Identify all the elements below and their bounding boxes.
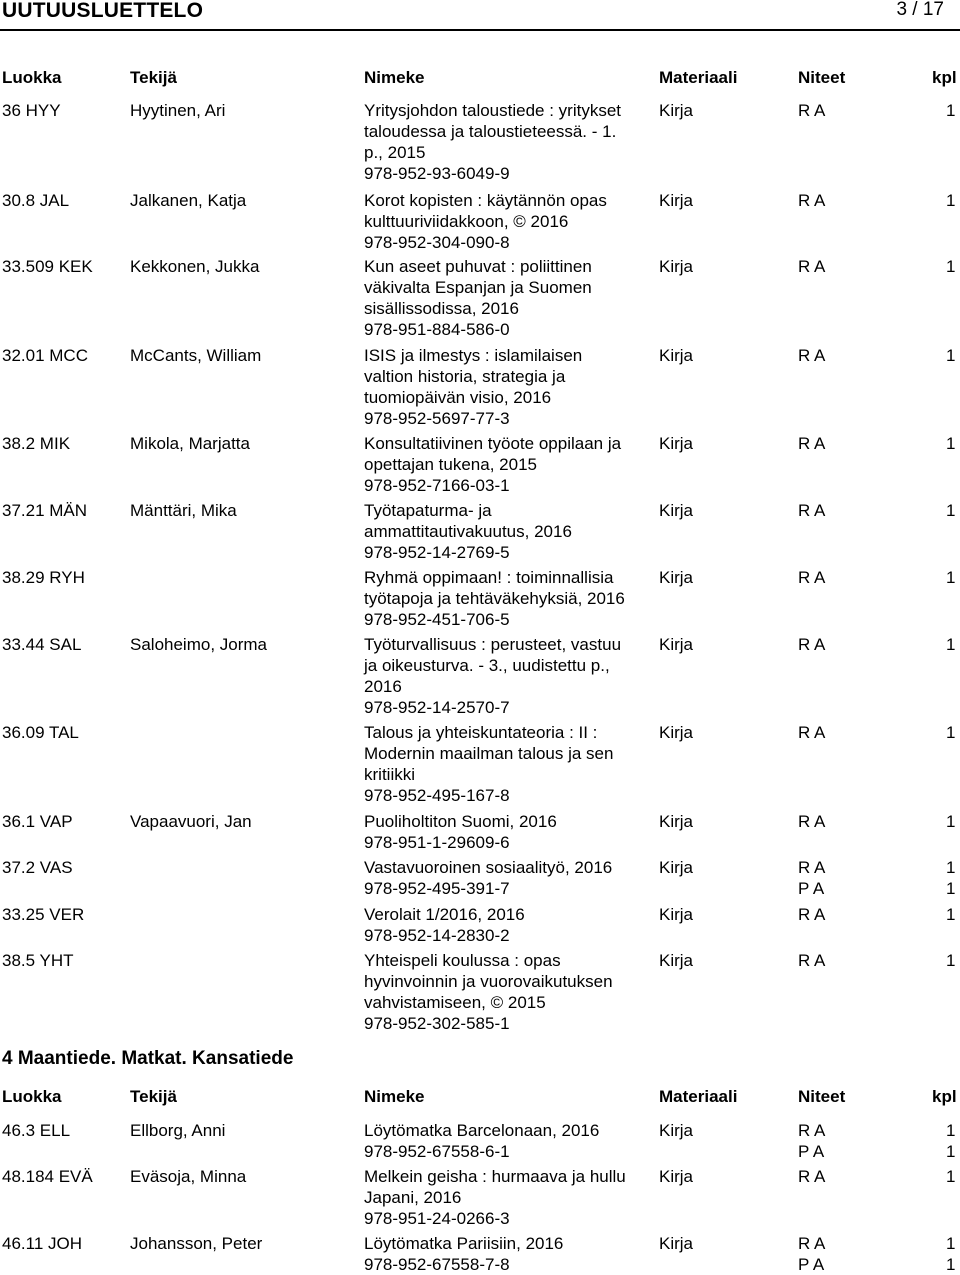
cell-kpl-line: 1 [946, 1255, 956, 1274]
cell-nimeke-line: 978-952-495-391-7 [364, 879, 510, 898]
cell-nimeke [364, 904, 652, 946]
cell-nimeke-line: Löytömatka Barcelonaan, 2016 [364, 1121, 600, 1140]
cell-niteet-line: R A [798, 568, 826, 587]
cell-nimeke [364, 1166, 652, 1229]
cell-nimeke-line: 978-951-884-586-0 [364, 320, 510, 339]
cell-nimeke [364, 722, 652, 806]
cell-niteet [798, 1166, 825, 1187]
cell-tekija: Mänttäri, Mika [130, 501, 237, 520]
page-title: UUTUUSLUETTELO [2, 0, 204, 22]
cell-tekija: Eväsoja, Minna [130, 1167, 247, 1186]
cell-nimeke-line: Kun aseet puhuvat : poliittinen [364, 257, 592, 276]
cell-kpl-line: 1 [946, 101, 956, 120]
col-nimeke: Nimeke [364, 1087, 425, 1106]
cell-niteet-line: R A [798, 346, 826, 365]
cell-kpl [946, 722, 955, 743]
cell-kpl [946, 256, 955, 277]
cell-niteet [798, 722, 825, 743]
cell-nimeke-line: ISIS ja ilmestys : islamilaisen [364, 346, 583, 365]
cell-materiaali: Kirja [659, 346, 694, 365]
cell-nimeke-line: 978-952-7166-03-1 [364, 476, 510, 495]
cell-luokka: 46.11 JOH [2, 1234, 83, 1253]
column-header-row [0, 68, 960, 92]
cell-luokka: 36.09 TAL [2, 723, 79, 742]
cell-nimeke-line: vahvistamiseen, © 2015 [364, 993, 546, 1012]
cell-nimeke-line: Konsultatiivinen työote oppilaan ja [364, 434, 622, 453]
cell-nimeke-line: 978-952-67558-7-8 [364, 1255, 510, 1274]
cell-nimeke-line: Yhteispeli koulussa : opas [364, 951, 561, 970]
cell-niteet-line: P A [798, 1255, 825, 1274]
cell-kpl [946, 950, 955, 971]
cell-kpl-line: 1 [946, 434, 956, 453]
cell-nimeke-line: ja oikeusturva. - 3., uudistettu p., [364, 656, 610, 675]
cell-kpl [946, 904, 955, 925]
cell-luokka: 48.184 EVÄ [2, 1167, 93, 1186]
col-kpl: kpl [932, 1087, 957, 1106]
cell-nimeke-line: 978-952-495-167-8 [364, 786, 510, 805]
cell-tekija: Mikola, Marjatta [130, 434, 250, 453]
cell-luokka: 33.509 KEK [2, 257, 93, 276]
cell-materiaali: Kirja [659, 1167, 694, 1186]
cell-kpl-line: 1 [946, 635, 956, 654]
cell-materiaali: Kirja [659, 191, 694, 210]
cell-tekija: Ellborg, Anni [130, 1121, 226, 1140]
cell-niteet [798, 345, 825, 366]
cell-niteet [798, 567, 825, 588]
cell-nimeke-line: 978-952-5697-77-3 [364, 409, 510, 428]
cell-niteet [798, 433, 825, 454]
cell-niteet-line: R A [798, 723, 826, 742]
cell-materiaali: Kirja [659, 723, 694, 742]
col-niteet: Niteet [798, 1087, 846, 1106]
cell-niteet-line: P A [798, 1142, 825, 1161]
cell-materiaali: Kirja [659, 101, 694, 120]
cell-materiaali: Kirja [659, 568, 694, 587]
cell-luokka: 38.2 MIK [2, 434, 71, 453]
cell-niteet [798, 500, 825, 521]
header-rule [0, 29, 960, 31]
cell-tekija: McCants, William [130, 346, 262, 365]
cell-luokka: 46.3 ELL [2, 1121, 71, 1140]
cell-kpl [946, 500, 955, 521]
cell-nimeke [364, 634, 652, 718]
cell-nimeke-line: kritiikki [364, 765, 415, 784]
cell-kpl-line: 1 [946, 568, 956, 587]
cell-kpl-line: 1 [946, 191, 956, 210]
col-luokka: Luokka [2, 1087, 62, 1106]
cell-nimeke-line: tuomiopäivän visio, 2016 [364, 388, 552, 407]
col-tekija: Tekijä [130, 1087, 177, 1106]
cell-nimeke-line: Korot kopisten : käytännön opas [364, 191, 607, 210]
cell-niteet [798, 1233, 825, 1275]
cell-niteet-line: R A [798, 257, 826, 276]
cell-nimeke [364, 500, 652, 563]
cell-nimeke [364, 256, 652, 340]
cell-nimeke-line: 978-952-93-6049-9 [364, 164, 510, 183]
cell-nimeke-line: Verolait 1/2016, 2016 [364, 905, 525, 924]
cell-nimeke-line: Ryhmä oppimaan! : toiminnallisia [364, 568, 614, 587]
cell-nimeke-line: 978-952-451-706-5 [364, 610, 510, 629]
cell-niteet-line: R A [798, 101, 826, 120]
cell-nimeke [364, 100, 652, 184]
cell-kpl-line: 1 [946, 1167, 956, 1186]
cell-materiaali: Kirja [659, 434, 694, 453]
cell-kpl-line: 1 [946, 858, 956, 877]
cell-kpl [946, 190, 955, 211]
cell-nimeke-line: 978-951-1-29609-6 [364, 833, 510, 852]
col-kpl: kpl [932, 68, 957, 87]
cell-nimeke-line: Melkein geisha : hurmaava ja hullu [364, 1167, 626, 1186]
cell-luokka: 37.21 MÄN [2, 501, 88, 520]
cell-nimeke-line: Vastavuoroinen sosiaalityö, 2016 [364, 858, 613, 877]
cell-luokka: 38.29 RYH [2, 568, 85, 587]
cell-nimeke-line: taloudessa ja taloustieteessä. - 1. [364, 122, 617, 141]
cell-nimeke [364, 811, 652, 853]
cell-niteet [798, 100, 825, 121]
column-header-row-2 [0, 1087, 960, 1111]
cell-kpl-line: 1 [946, 257, 956, 276]
cell-nimeke-line: 978-951-24-0266-3 [364, 1209, 510, 1228]
cell-kpl [946, 345, 955, 366]
cell-luokka: 33.25 VER [2, 905, 85, 924]
cell-nimeke [364, 950, 652, 1034]
cell-luokka: 38.5 YHT [2, 951, 74, 970]
cell-nimeke-line: 2016 [364, 677, 402, 696]
cell-nimeke-line: Löytömatka Pariisiin, 2016 [364, 1234, 564, 1253]
cell-materiaali: Kirja [659, 501, 694, 520]
cell-niteet-line: R A [798, 635, 826, 654]
cell-nimeke-line: Työturvallisuus : perusteet, vastuu [364, 635, 622, 654]
cell-nimeke-line: 978-952-14-2570-7 [364, 698, 510, 717]
cell-nimeke-line: hyvinvoinnin ja vuorovaikutuksen [364, 972, 613, 991]
cell-luokka: 33.44 SAL [2, 635, 82, 654]
cell-nimeke [364, 433, 652, 496]
cell-nimeke-line: 978-952-302-585-1 [364, 1014, 510, 1033]
cell-nimeke-line: Yritysjohdon taloustiede : yritykset [364, 101, 622, 120]
cell-nimeke-line: 978-952-14-2830-2 [364, 926, 510, 945]
page-header [0, 0, 960, 30]
cell-tekija: Jalkanen, Katja [130, 191, 247, 210]
cell-kpl [946, 811, 955, 832]
cell-nimeke-line: 978-952-67558-6-1 [364, 1142, 510, 1161]
cell-nimeke-line: väkivalta Espanjan ja Suomen [364, 278, 592, 297]
cell-kpl-line: 1 [946, 1142, 956, 1161]
cell-niteet [798, 634, 825, 655]
cell-kpl-line: 1 [946, 951, 956, 970]
cell-niteet-line: R A [798, 1234, 826, 1253]
col-materiaali: Materiaali [659, 68, 738, 87]
cell-tekija: Vapaavuori, Jan [130, 812, 252, 831]
cell-niteet [798, 857, 825, 899]
cell-kpl [946, 1120, 955, 1162]
cell-kpl [946, 433, 955, 454]
cell-kpl-line: 1 [946, 812, 956, 831]
cell-nimeke [364, 1233, 652, 1275]
cell-nimeke [364, 190, 652, 253]
cell-materiaali: Kirja [659, 858, 694, 877]
cell-nimeke-line: kulttuuriviidakkoon, © 2016 [364, 212, 569, 231]
cell-niteet [798, 904, 825, 925]
cell-niteet-line: R A [798, 858, 826, 877]
cell-niteet-line: R A [798, 434, 826, 453]
cell-nimeke-line: Työtapaturma- ja [364, 501, 492, 520]
cell-kpl [946, 567, 955, 588]
cell-materiaali: Kirja [659, 1234, 694, 1253]
cell-niteet-line: R A [798, 1121, 826, 1140]
cell-nimeke-line: 978-952-304-090-8 [364, 233, 510, 252]
cell-kpl-line: 1 [946, 1121, 956, 1140]
cell-nimeke-line: ammattitautivakuutus, 2016 [364, 522, 572, 541]
cell-tekija: Johansson, Peter [130, 1234, 263, 1253]
cell-kpl [946, 1166, 955, 1187]
cell-niteet-line: P A [798, 879, 825, 898]
cell-niteet [798, 950, 825, 971]
cell-niteet-line: R A [798, 951, 826, 970]
cell-kpl-line: 1 [946, 723, 956, 742]
cell-nimeke-line: Puoliholtiton Suomi, 2016 [364, 812, 557, 831]
cell-materiaali: Kirja [659, 905, 694, 924]
cell-nimeke-line: Talous ja yhteiskuntateoria : II : [364, 723, 598, 742]
cell-luokka: 37.2 VAS [2, 858, 73, 877]
cell-niteet-line: R A [798, 905, 826, 924]
col-tekija: Tekijä [130, 68, 177, 87]
cell-tekija: Hyytinen, Ari [130, 101, 226, 120]
cell-nimeke-line: valtion historia, strategia ja [364, 367, 566, 386]
section-title: 4 Maantiede. Matkat. Kansatiede [2, 1048, 294, 1069]
cell-nimeke-line: työtapoja ja tehtäväkehyksiä, 2016 [364, 589, 625, 608]
cell-nimeke [364, 345, 652, 429]
cell-nimeke-line: 978-952-14-2769-5 [364, 543, 510, 562]
cell-materiaali: Kirja [659, 257, 694, 276]
cell-niteet [798, 256, 825, 277]
cell-nimeke [364, 1120, 652, 1162]
page-number: 3 / 17 [896, 0, 944, 20]
cell-kpl [946, 100, 955, 121]
col-niteet: Niteet [798, 68, 846, 87]
cell-materiaali: Kirja [659, 635, 694, 654]
cell-kpl-line: 1 [946, 1234, 956, 1253]
cell-nimeke [364, 857, 652, 899]
cell-niteet-line: R A [798, 191, 826, 210]
cell-kpl-line: 1 [946, 501, 956, 520]
cell-niteet [798, 1120, 825, 1162]
cell-luokka: 32.01 MCC [2, 346, 88, 365]
cell-kpl [946, 857, 955, 899]
cell-niteet [798, 811, 825, 832]
cell-kpl [946, 1233, 955, 1275]
cell-kpl [946, 634, 955, 655]
col-nimeke: Nimeke [364, 68, 425, 87]
cell-nimeke-line: Japani, 2016 [364, 1188, 462, 1207]
cell-nimeke-line: p., 2015 [364, 143, 426, 162]
cell-luokka: 36.1 VAP [2, 812, 73, 831]
cell-niteet-line: R A [798, 501, 826, 520]
cell-materiaali: Kirja [659, 812, 694, 831]
cell-materiaali: Kirja [659, 1121, 694, 1140]
cell-nimeke-line: Modernin maailman talous ja sen [364, 744, 614, 763]
col-materiaali: Materiaali [659, 1087, 738, 1106]
cell-materiaali: Kirja [659, 951, 694, 970]
cell-tekija: Kekkonen, Jukka [130, 257, 260, 276]
cell-kpl-line: 1 [946, 879, 956, 898]
cell-nimeke-line: sisällissodissa, 2016 [364, 299, 519, 318]
cell-luokka: 36 HYY [2, 101, 61, 120]
cell-nimeke-line: opettajan tukena, 2015 [364, 455, 537, 474]
cell-luokka: 30.8 JAL [2, 191, 70, 210]
cell-niteet-line: R A [798, 812, 826, 831]
cell-nimeke [364, 567, 652, 630]
col-luokka: Luokka [2, 68, 62, 87]
cell-kpl-line: 1 [946, 905, 956, 924]
cell-kpl-line: 1 [946, 346, 956, 365]
cell-niteet [798, 190, 825, 211]
cell-tekija: Saloheimo, Jorma [130, 635, 268, 654]
cell-niteet-line: R A [798, 1167, 826, 1186]
